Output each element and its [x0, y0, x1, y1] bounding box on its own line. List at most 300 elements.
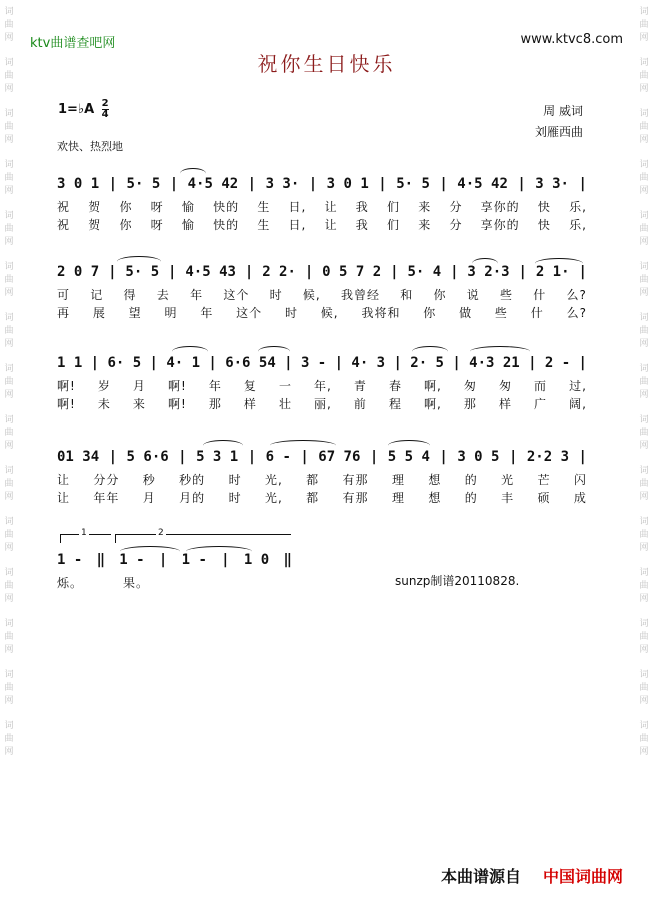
watermark-text [639, 363, 648, 402]
watermark-char: 词 [4, 7, 14, 17]
note-group: 1 1 [57, 355, 83, 371]
lyric-syllable: 可 [57, 288, 71, 302]
lyric-syllable: 广 [534, 397, 548, 411]
watermark-text [639, 669, 648, 708]
watermark-char: 曲 [639, 122, 649, 132]
score-line-2 [57, 264, 587, 322]
lyric-syllable: 我曾经 [340, 288, 380, 302]
lyric-syllable: 时 [284, 306, 298, 320]
slur [117, 256, 161, 267]
slur [180, 168, 206, 179]
bar-line: | [578, 264, 587, 280]
watermark-char: 曲 [639, 173, 649, 183]
second-ending-number: 2 [158, 528, 164, 538]
lyric-syllable: 明 [164, 306, 178, 320]
note-group: 5 3 1 [196, 449, 239, 465]
lyric-syllable: 啊! [57, 379, 76, 393]
slur [258, 346, 290, 357]
score-line-1 [57, 176, 587, 234]
source-footer [441, 864, 623, 887]
lyric-syllable: 啊, [424, 397, 442, 411]
lyric-syllable: 想 [428, 491, 442, 505]
note-group: 01 34 [57, 449, 100, 465]
watermark-char: 曲 [639, 20, 649, 30]
second-ending-bracket [115, 528, 291, 543]
watermark-char: 词 [4, 415, 14, 425]
watermark-text [639, 465, 648, 504]
lyric-syllable: 时 [228, 491, 242, 505]
watermark-char: 网 [4, 135, 14, 145]
watermark-char: 曲 [639, 224, 649, 234]
lyric-syllable: 得 [123, 288, 137, 302]
lyric-syllable: 烁。 [57, 576, 84, 590]
bar-line: | [393, 355, 402, 371]
bar-line: | [284, 355, 293, 371]
note-group: 5 5 4 [387, 449, 430, 465]
lyric-syllable: 程 [388, 397, 402, 411]
bar-line: | [178, 449, 187, 465]
lyric-syllable: 祝 [57, 218, 71, 232]
lyric-syllable: 让 [324, 200, 338, 214]
bar-line: | [450, 264, 459, 280]
slur [535, 258, 583, 269]
watermark-text [639, 516, 648, 555]
watermark-char: 曲 [4, 275, 14, 285]
lyric-syllable: 年 [200, 306, 214, 320]
time-signature [102, 99, 109, 120]
lyric-syllable: 我将和 [361, 306, 401, 320]
lyrics-verse-2 [57, 216, 587, 234]
first-ending-number: 1 [81, 528, 87, 538]
lyric-syllable: 光, [264, 473, 283, 487]
lyric-syllable: 这个 [223, 288, 250, 302]
watermark-char: 词 [4, 364, 14, 374]
note-group: 2· 5 [410, 355, 444, 371]
note-group: 2·2 3 [526, 449, 570, 465]
watermark-char: 曲 [639, 71, 649, 81]
watermark-char: 词 [4, 211, 14, 221]
watermark-char: 网 [4, 441, 14, 451]
watermark-char: 曲 [4, 173, 14, 183]
lyric-syllable: 分 [449, 200, 463, 214]
bar-line: | [528, 355, 537, 371]
lyric-syllable: 呀 [150, 218, 164, 232]
watermark-char: 曲 [4, 734, 14, 744]
bar-line: | [108, 264, 117, 280]
watermark-text [639, 720, 648, 759]
lyric-syllable: 们 [387, 218, 401, 232]
watermark-text [4, 465, 13, 504]
lyric-syllable: 啊, [424, 379, 442, 393]
watermark-char: 网 [639, 747, 649, 757]
source-prefix: 本曲谱源自 [440, 867, 521, 886]
lyricist-credit: 周 威词 [543, 104, 583, 118]
watermark-text [639, 6, 648, 45]
slur [412, 346, 448, 357]
note-group: 6· 5 [107, 355, 142, 371]
slur [470, 346, 530, 357]
transcriber-signature: sunzp制谱20110828. [395, 574, 520, 588]
note-group: 0 5 7 2 [322, 264, 382, 280]
slur [172, 346, 208, 357]
lyric-syllable: 壮 [278, 397, 292, 411]
lyric-syllable: 享你的 [480, 218, 520, 232]
bar-line: | [308, 176, 318, 192]
bar-line: | [578, 355, 587, 371]
watermark-char: 词 [639, 211, 649, 221]
lyrics-verse-1 [57, 286, 587, 304]
watermark-char: 词 [4, 160, 14, 170]
note-group: 4· 3 [351, 355, 386, 371]
lyric-syllable: 阔, [569, 397, 587, 411]
lyric-syllable: 分 [449, 218, 463, 232]
watermark-text [4, 210, 13, 249]
note-group: 1 - [119, 552, 145, 568]
side-watermark-right [637, 0, 651, 912]
note-group: 4· 1 [166, 355, 201, 371]
bar-line: | [158, 552, 168, 568]
watermark-char: 曲 [639, 530, 649, 540]
score-line-4 [57, 449, 587, 507]
note-group: 5 6·6 [126, 449, 169, 465]
note-group: 6 - [265, 449, 291, 465]
bar-line: | [304, 264, 314, 280]
watermark-text [639, 159, 648, 198]
watermark-char: 词 [639, 568, 649, 578]
note-group: 1 - [181, 552, 207, 568]
note-group: 2 1· [535, 264, 570, 280]
watermark-char: 网 [4, 84, 14, 94]
note-group: 4·5 42 [457, 176, 508, 192]
site-url-right[interactable]: www.ktvc8.com [520, 32, 623, 47]
note-group: 3 3· [265, 176, 300, 192]
watermark-char: 曲 [4, 479, 14, 489]
note-group: 1 0 [243, 552, 270, 568]
watermark-char: 网 [4, 339, 14, 349]
lyric-syllable: 快的 [213, 200, 240, 214]
watermark-char: 曲 [4, 581, 14, 591]
lyric-syllable: 什 [530, 306, 544, 320]
watermark-text [639, 414, 648, 453]
watermark-text [4, 414, 13, 453]
lyric-syllable: 理 [391, 473, 405, 487]
watermark-char: 词 [639, 313, 649, 323]
note-group: 3 2·3 [467, 264, 510, 280]
watermark-text [639, 210, 648, 249]
lyrics-verse-2 [57, 304, 587, 322]
lyric-syllable: 生 [257, 218, 271, 232]
lyric-syllable: 让 [324, 218, 338, 232]
lyric-syllable: 望 [128, 306, 142, 320]
lyric-syllable: 时 [269, 288, 283, 302]
watermark-char: 曲 [639, 479, 649, 489]
bar-line: | [518, 264, 527, 280]
watermark-text [4, 312, 13, 351]
lyric-syllable: 年 [208, 379, 222, 393]
note-group: 3 3· [535, 176, 569, 192]
lyric-syllable: 这个 [236, 306, 263, 320]
lyric-syllable: 愉 [181, 218, 195, 232]
watermark-char: 网 [639, 645, 649, 655]
note-group: 3 0 1 [57, 176, 100, 192]
watermark-char: 网 [4, 696, 14, 706]
watermark-char: 网 [639, 84, 649, 94]
lyric-syllable: 么? [566, 306, 587, 320]
bar-line: | [300, 449, 309, 465]
score-line-5 [57, 552, 292, 592]
lyric-syllable: 快 [537, 200, 551, 214]
note-group: 4·3 21 [469, 355, 520, 371]
lyrics-verse-2 [57, 489, 587, 507]
watermark-char: 词 [639, 364, 649, 374]
key-tonic: 1=♭A [58, 102, 95, 117]
watermark-char: 词 [639, 160, 649, 170]
lyric-syllable: 生 [257, 200, 271, 214]
lyric-syllable: 候, [320, 306, 339, 320]
lyric-syllable: 月的 [179, 491, 206, 505]
lyric-syllable: 什 [533, 288, 547, 302]
lyric-syllable: 啊! [167, 397, 187, 411]
watermark-char: 词 [639, 517, 649, 527]
watermark-char: 网 [639, 492, 649, 502]
watermark-char: 网 [4, 492, 14, 502]
lyric-syllable: 匆 [463, 379, 477, 393]
lyric-syllable: 复 [243, 379, 257, 393]
watermark-char: 网 [4, 645, 14, 655]
watermark-text [4, 261, 13, 300]
bar-line: | [221, 552, 230, 568]
lyric-syllable: 享你的 [480, 200, 520, 214]
lyric-syllable: 让 [57, 473, 71, 487]
lyric-syllable: 月 [142, 491, 156, 505]
lyric-syllable: 再 [57, 306, 71, 320]
lyric-syllable: 秒 [142, 473, 156, 487]
watermark-char: 曲 [4, 122, 14, 132]
watermark-text [639, 618, 648, 657]
watermark-char: 词 [639, 7, 649, 17]
note-row [57, 355, 587, 373]
lyric-syllable: 春 [388, 379, 402, 393]
note-group: 1 - [57, 552, 83, 568]
note-group: 3 - [300, 355, 327, 371]
watermark-char: 词 [4, 466, 14, 476]
watermark-char: 词 [4, 109, 14, 119]
bar-line: | [578, 176, 587, 192]
note-group: 2 0 7 [57, 264, 100, 280]
lyrics-verse-1 [57, 377, 587, 395]
lyric-syllable: 光, [264, 491, 283, 505]
watermark-text [4, 108, 13, 147]
lyric-syllable: 日, [288, 200, 307, 214]
slur [203, 440, 243, 451]
lyric-syllable: 而 [534, 379, 548, 393]
lyric-syllable: 过, [569, 379, 587, 393]
watermark-char: 网 [639, 186, 649, 196]
bar-line: | [90, 355, 100, 371]
watermark-char: 网 [4, 288, 14, 298]
lyric-syllable: 前 [353, 397, 367, 411]
watermark-text [4, 516, 13, 555]
lyric-syllable: 贺 [88, 218, 102, 232]
lyric-syllable: 候, [302, 288, 321, 302]
lyric-syllable: 青 [353, 379, 367, 393]
lyric-syllable: 匆 [498, 379, 512, 393]
lyric-syllable: 么? [566, 288, 587, 302]
bar-line: | [149, 355, 158, 371]
lyric-syllable: 些 [494, 306, 508, 320]
note-group: 3 0 1 [326, 176, 369, 192]
lyric-syllable: 快的 [213, 218, 240, 232]
lyric-syllable: 我 [355, 200, 369, 214]
watermark-char: 网 [639, 237, 649, 247]
note-group: 2 2· [262, 264, 296, 280]
lyric-syllable: 年 [190, 288, 204, 302]
source-site-name[interactable]: 中国词曲网 [542, 867, 623, 886]
slur [186, 546, 252, 557]
lyric-syllable: 光 [501, 473, 515, 487]
note-group: 2 - [544, 355, 571, 371]
watermark-char: 词 [639, 58, 649, 68]
lyric-syllable: 乐, [569, 200, 587, 214]
lyric-syllable: 秒的 [179, 473, 206, 487]
lyric-syllable: 快 [537, 218, 551, 232]
lyric-syllable: 丰 [501, 491, 515, 505]
watermark-char: 网 [4, 390, 14, 400]
watermark-char: 曲 [4, 428, 14, 438]
lyric-syllable: 乐, [569, 218, 587, 232]
watermark-char: 曲 [639, 377, 649, 387]
lyric-syllable: 愉 [181, 200, 195, 214]
bar-line: | [108, 176, 118, 192]
bar-line: | [508, 449, 518, 465]
watermark-char: 词 [4, 619, 14, 629]
lyric-syllable: 来 [418, 218, 432, 232]
watermark-char: 网 [639, 135, 649, 145]
bar-line: ‖ [96, 552, 106, 568]
lyric-syllable: 你 [119, 218, 133, 232]
note-row [57, 176, 587, 194]
watermark-text [4, 363, 13, 402]
watermark-char: 词 [4, 58, 14, 68]
lyric-syllable: 啊! [57, 397, 76, 411]
lyric-syllable: 想 [428, 473, 442, 487]
watermark-char: 网 [639, 33, 649, 43]
watermark-char: 曲 [639, 734, 649, 744]
watermark-char: 词 [4, 721, 14, 731]
lyric-syllable: 月 [132, 379, 146, 393]
note-group: 5· 5 [125, 264, 160, 280]
slur [388, 440, 430, 451]
watermark-char: 词 [4, 670, 14, 680]
lyric-syllable: 让 [57, 491, 71, 505]
watermark-char: 网 [4, 543, 14, 553]
lyric-syllable: 果。 [123, 576, 150, 590]
bar-line: | [247, 176, 257, 192]
slur [472, 258, 498, 269]
lyric-syllable: 分分 [93, 473, 120, 487]
lyric-syllable: 都 [306, 473, 320, 487]
lyrics-verse-1 [57, 198, 587, 216]
note-group: 5· 4 [407, 264, 442, 280]
watermark-char: 词 [4, 517, 14, 527]
watermark-char: 曲 [639, 326, 649, 336]
bar-line: | [168, 264, 177, 280]
watermark-char: 词 [4, 313, 14, 323]
bar-line: | [169, 176, 179, 192]
watermark-text [639, 261, 648, 300]
key-signature [58, 99, 109, 120]
note-group: 67 76 [318, 449, 361, 465]
lyric-syllable: 展 [92, 306, 106, 320]
watermark-char: 词 [639, 619, 649, 629]
lyric-syllable: 做 [459, 306, 473, 320]
watermark-char: 曲 [4, 224, 14, 234]
watermark-char: 网 [639, 339, 649, 349]
watermark-text [4, 720, 13, 759]
lyric-syllable: 呀 [150, 200, 164, 214]
site-name-left[interactable]: ktv曲谱查吧网 [30, 36, 116, 51]
song-title: 祝你生日快乐 [257, 52, 396, 76]
note-group: 5· 5 [396, 176, 430, 192]
lyric-syllable: 有那 [342, 491, 369, 505]
lyric-syllable: 我 [355, 218, 369, 232]
note-row [57, 449, 587, 467]
lyrics-verse-1 [57, 471, 587, 489]
bar-line: | [439, 449, 448, 465]
watermark-text [4, 6, 13, 45]
lyric-syllable: 日, [288, 218, 307, 232]
bar-line: | [244, 264, 254, 280]
lyric-syllable: 丽, [314, 397, 332, 411]
lyric-syllable: 那 [208, 397, 222, 411]
watermark-char: 词 [639, 109, 649, 119]
watermark-char: 曲 [639, 683, 649, 693]
watermark-char: 词 [639, 262, 649, 272]
lyric-syllable: 芒 [537, 473, 551, 487]
lyric-syllable: 理 [391, 491, 405, 505]
watermark-char: 曲 [639, 581, 649, 591]
note-group: 3 0 5 [457, 449, 500, 465]
watermark-char: 曲 [4, 683, 14, 693]
note-group: 5· 5 [126, 176, 161, 192]
watermark-text [639, 567, 648, 606]
lyric-syllable: 你 [433, 288, 447, 302]
lyric-syllable: 祝 [57, 200, 71, 214]
watermark-char: 曲 [4, 377, 14, 387]
watermark-char: 网 [4, 186, 14, 196]
lyric-syllable: 贺 [88, 200, 102, 214]
lyric-syllable: 一 [278, 379, 292, 393]
watermark-char: 网 [4, 747, 14, 757]
watermark-char: 词 [4, 262, 14, 272]
lyric-syllable: 说 [466, 288, 480, 302]
lyric-syllable: 都 [306, 491, 320, 505]
lyric-syllable: 你 [423, 306, 437, 320]
watermark-text [4, 618, 13, 657]
bar-line: | [452, 355, 461, 371]
watermark-char: 曲 [4, 530, 14, 540]
bar-line: | [390, 264, 399, 280]
watermark-char: 曲 [639, 632, 649, 642]
lyric-syllable: 记 [90, 288, 104, 302]
note-group: 6·6 54 [225, 355, 276, 371]
bar-line: | [247, 449, 257, 465]
watermark-text [4, 669, 13, 708]
lyric-syllable: 的 [464, 473, 478, 487]
watermark-char: 网 [639, 543, 649, 553]
watermark-char: 曲 [639, 275, 649, 285]
lyric-syllable: 来 [418, 200, 432, 214]
